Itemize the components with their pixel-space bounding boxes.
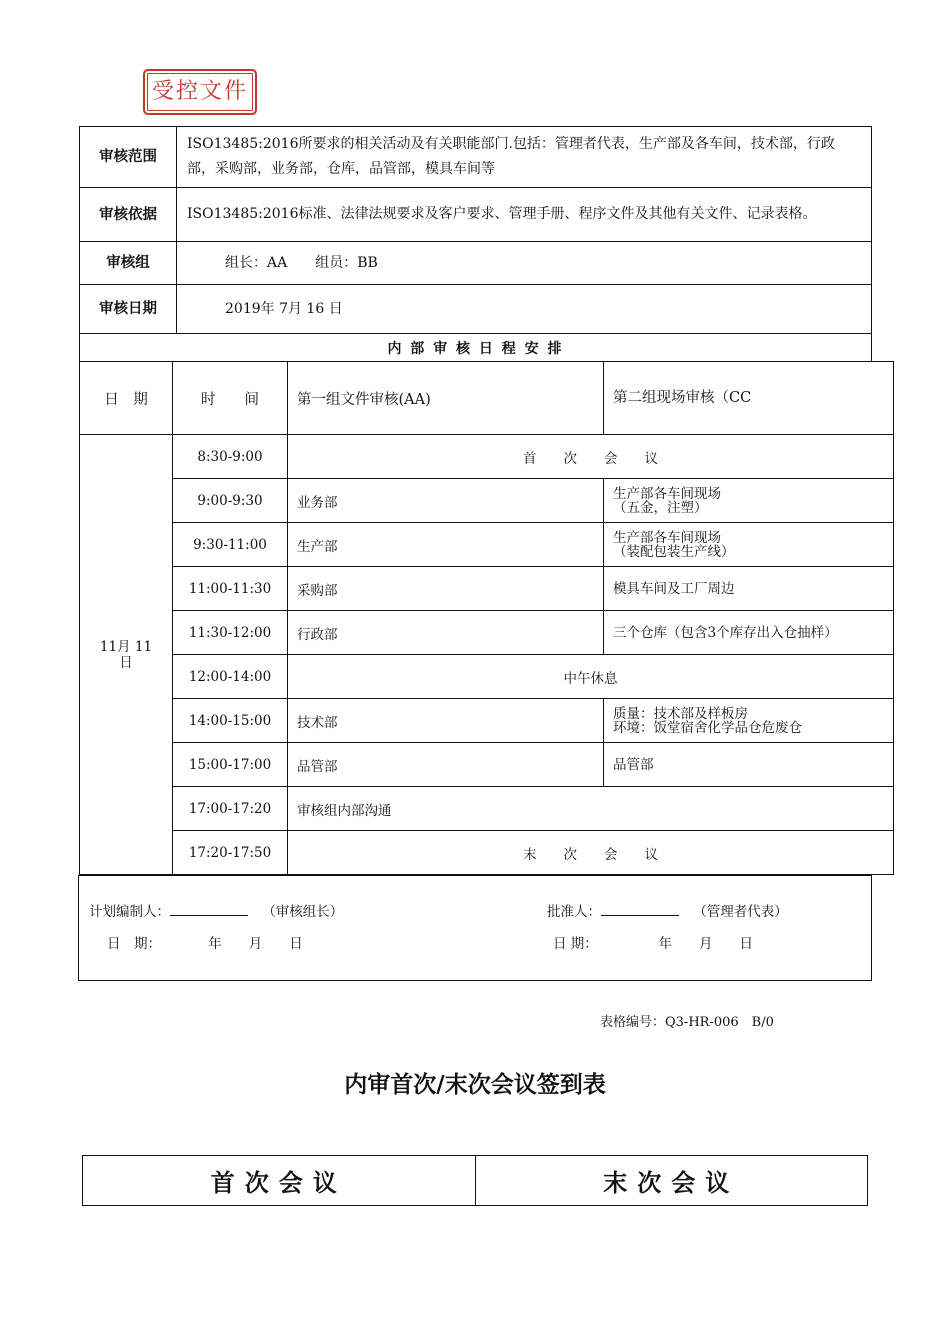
group1-item: 行政部 bbox=[288, 611, 604, 655]
team-label: 审核组 bbox=[80, 242, 177, 285]
signin-sheet-title: 内审首次/末次会议签到表 bbox=[344, 1072, 606, 1098]
form-number: 表格编号：Q3-HR-006 B/0 bbox=[600, 1015, 774, 1030]
row-time: 9:00-9:30 bbox=[173, 479, 288, 523]
basis-label: 审核依据 bbox=[80, 188, 177, 242]
group1-item: 生产部 bbox=[288, 523, 604, 567]
planner-line bbox=[89, 900, 343, 920]
scope-value: ISO13485:2016所要求的相关活动及有关职能部门.包括：管理者代表，生产部及各车间，技术部，行政部，采购部，业务部，仓库，品管部，模具车间等 bbox=[177, 127, 872, 188]
row-time: 9:30-11:00 bbox=[173, 523, 288, 567]
group1-item: 业务部 bbox=[288, 479, 604, 523]
group2-item: 模具车间及工厂周边 bbox=[604, 567, 894, 611]
header-group2: 第二组现场审核（CC bbox=[604, 362, 894, 435]
basis-value: ISO13485:2016标准、法律法规要求及客户要求、管理手册、程序文件及其他有关文件、记录表格。 bbox=[177, 188, 872, 242]
group2-item: 生产部各车间现场 （装配包装生产线） bbox=[604, 523, 894, 567]
planner-date: 日 期： 年 月 日 bbox=[107, 936, 303, 952]
controlled-document-stamp: 受控文件 bbox=[143, 69, 257, 115]
date-label: 审核日期 bbox=[80, 285, 177, 334]
audit-info-table bbox=[79, 126, 872, 362]
row-time: 17:00-17:20 bbox=[173, 787, 288, 831]
approver-label: 批准人： bbox=[547, 904, 601, 920]
header-time: 时 间 bbox=[173, 362, 288, 435]
approver-line bbox=[547, 900, 788, 920]
group1-item: 品管部 bbox=[288, 743, 604, 787]
schedule-title: 内 部 审 核 日 程 安 排 bbox=[80, 334, 872, 362]
group2-item: 品管部 bbox=[604, 743, 894, 787]
team-value: 组长：AA 组员：BB bbox=[177, 242, 872, 285]
opening-meeting: 首 次 会 议 bbox=[288, 435, 894, 479]
meeting-signin-table bbox=[82, 1155, 868, 1206]
row-time: 14:00-15:00 bbox=[173, 699, 288, 743]
approver-signature-blank bbox=[601, 903, 679, 916]
header-group1: 第一组文件审核(AA) bbox=[288, 362, 604, 435]
date-value: 2019年 7月 16 日 bbox=[177, 285, 872, 334]
row-time: 17:20-17:50 bbox=[173, 831, 288, 875]
approver-date: 日 期： 年 月 日 bbox=[553, 936, 754, 952]
internal-communication: 审核组内部沟通 bbox=[288, 787, 894, 831]
row-time: 15:00-17:00 bbox=[173, 743, 288, 787]
planner-label: 计划编制人： bbox=[89, 904, 170, 920]
group2-item: 质量：技术部及样板房 环境：饭堂宿舍化学品仓危废仓 bbox=[604, 699, 894, 743]
schedule-day: 11月 11日 bbox=[80, 435, 173, 875]
signoff-box bbox=[78, 875, 872, 981]
group1-item: 技术部 bbox=[288, 699, 604, 743]
schedule-table bbox=[79, 361, 894, 875]
header-date: 日 期 bbox=[80, 362, 173, 435]
last-meeting-header: 末次会议 bbox=[475, 1156, 868, 1206]
lunch-break: 中午休息 bbox=[288, 655, 894, 699]
first-meeting-header: 首次会议 bbox=[83, 1156, 476, 1206]
group2-item: 三个仓库（包含3个库存出入仓抽样） bbox=[604, 611, 894, 655]
planner-signature-blank bbox=[170, 903, 248, 916]
group2-item: 生产部各车间现场 （五金，注塑） bbox=[604, 479, 894, 523]
scope-label: 审核范围 bbox=[80, 127, 177, 188]
group1-item: 采购部 bbox=[288, 567, 604, 611]
row-time: 12:00-14:00 bbox=[173, 655, 288, 699]
row-time: 8:30-9:00 bbox=[173, 435, 288, 479]
row-time: 11:00-11:30 bbox=[173, 567, 288, 611]
approver-role: （管理者代表） bbox=[693, 904, 788, 920]
planner-role: （审核组长） bbox=[262, 904, 344, 920]
closing-meeting: 末 次 会 议 bbox=[288, 831, 894, 875]
row-time: 11:30-12:00 bbox=[173, 611, 288, 655]
